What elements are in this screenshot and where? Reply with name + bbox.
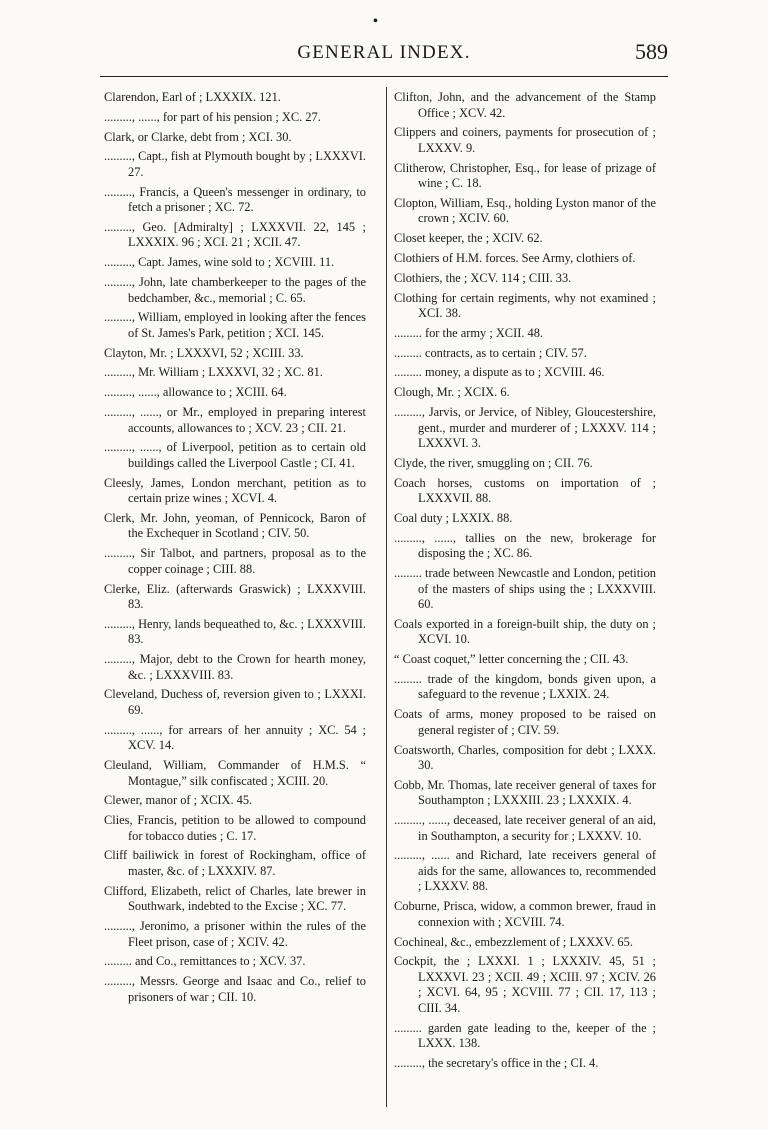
index-entry: Cobb, Mr. Thomas, late receiver general of taxes for Southampton ; LXXXIII. 23 ; LXXXIX. 4. (394, 777, 656, 808)
index-entry: Clough, Mr. ; XCIX. 6. (394, 385, 510, 400)
top-ornament-dot: • (373, 14, 378, 29)
index-entry: ........., Capt., fish at Plymouth bought by ; LXXXVI. 27. (104, 149, 366, 179)
index-entry: Cleesly, James, London merchant, petition as to certain prize wines ; XCVI. 4. (104, 475, 366, 506)
index-entry: ........., Sir Talbot, and partners, proposal as to the copper coinage ; CIII. 88. (104, 546, 366, 576)
index-entry: Clothing for certain regiments, why not examined ; XCI. 38. (394, 290, 656, 321)
page-number: 589 (635, 39, 668, 64)
index-entry: Coach horses, customs on importation of ; LXXXVII. 88. (394, 475, 656, 506)
index-entry: ........., Capt. James, wine sold to ; XCVIII. 11. (104, 255, 335, 270)
index-entry: Clothiers of H.M. forces. See Army, clothiers of. (394, 250, 636, 265)
page-title: GENERAL INDEX. (297, 42, 471, 63)
index-entry: Clerk, Mr. John, yeoman, of Pennicock, Baron of the Exchequer in Scotland ; CIV. 50. (104, 510, 366, 541)
index-entry: Coal duty ; LXXIX. 88. (394, 510, 513, 525)
index-entry: Clothiers, the ; XCV. 114 ; CIII. 33. (394, 270, 572, 285)
index-entry: ........., Francis, a Queen's messenger in ordinary, to fetch a prisoner ; XC. 72. (104, 184, 366, 215)
index-entry: Coats of arms, money proposed to be raised on general register of ; CIV. 59. (394, 707, 656, 737)
index-entry: Cockpit, the ; LXXXI. 1 ; LXXXIV. 45, 51 ; LXXXVI. 23 ; XCII. 49 ; XCIII. 97 ; XCIV. 26 ; XCVI. 64, 95 ; XCVIII. 77 ; CII. 17, 113 ; CIII. 34. (394, 954, 656, 1015)
index-entry: Clyde, the river, smuggling on ; CII. 76. (394, 455, 593, 470)
index-entry: Clifford, Elizabeth, relict of Charles, late brewer in Southwark, indebted to the Excise ; XC. 77. (104, 883, 366, 914)
index-entry: Cleveland, Duchess of, reversion given to ; LXXXI. 69. (104, 687, 366, 717)
index-entry: Clark, or Clarke, debt from ; XCI. 30. (104, 129, 292, 144)
left-column (104, 90, 366, 1009)
index-entry: Clerke, Eliz. (afterwards Graswick) ; LXXXVIII. 83. (104, 581, 366, 612)
index-entry: ........., Geo. [Admiralty] ; LXXXVII. 22, 145 ; LXXXIX. 96 ; XCI. 21 ; XCII. 47. (104, 219, 366, 250)
index-entry: ........., the secretary's office in the ; CI. 4. (394, 1055, 599, 1070)
index-entry: ........., ...... and Richard, late receivers general of aids for the same, allowances to, recommended ; LXXXV. 88. (394, 848, 656, 894)
index-entry: “ Coast coquet,” letter concerning the ; CII. 43. (394, 652, 629, 667)
index-entry: Coals exported in a foreign-built ship, the duty on ; XCVI. 10. (394, 616, 656, 647)
index-entry: ......... trade of the kingdom, bonds given upon, a safeguard to the revenue ; LXXIX. 24. (394, 671, 656, 702)
index-entry: Cleuland, William, Commander of H.M.S. “ Montague,” silk confiscated ; XCIII. 20. (104, 758, 366, 788)
column-divider (386, 87, 387, 1107)
index-entry: Clifton, John, and the advancement of the Stamp Office ; XCV. 42. (394, 90, 656, 120)
index-entry: ......... for the army ; XCII. 48. (394, 325, 544, 340)
index-entry: Clitherow, Christopher, Esq., for lease of prizage of wine ; C. 18. (394, 160, 656, 191)
index-entry: ........., Henry, lands bequeathed to, &c. ; LXXXVIII. 83. (104, 616, 366, 647)
index-entry: Cochineal, &c., embezzlement of ; LXXXV. 65. (394, 934, 633, 949)
index-entry: ........., Messrs. George and Isaac and Co., relief to prisoners of war ; CII. 10. (104, 974, 366, 1004)
index-entry: ........., ......, or Mr., employed in preparing interest accounts, allowances to ; XCV. 23 ; CII. 21. (104, 405, 366, 435)
index-entry: ......... and Co., remittances to ; XCV. 37. (104, 954, 306, 969)
index-entry: Coatsworth, Charles, composition for debt ; LXXX. 30. (394, 742, 656, 773)
index-entry: ........., William, employed in looking after the fences of St. James's Park, petition ; XCI. 145. (104, 310, 366, 340)
index-entry: ........., Mr. William ; LXXXVI, 32 ; XC. 81. (104, 365, 323, 380)
index-entry: ........., ......, for arrears of her annuity ; XC. 54 ; XCV. 14. (104, 722, 366, 753)
index-entry: ........., Jarvis, or Jervice, of Nibley, Gloucestershire, gent., murder and murderer of ; LXXXV. 114 ; LXXXVI. 3. (394, 405, 656, 451)
index-entry: Coburne, Prisca, widow, a common brewer, fraud in connexion with ; XCVIII. 74. (394, 899, 656, 929)
index-entry: Cliff bailiwick in forest of Rockingham, office of master, &c. of ; LXXXIV. 87. (104, 848, 366, 878)
index-entry: ......... contracts, as to certain ; CIV. 57. (394, 345, 587, 360)
index-entry: ........., Major, debt to the Crown for hearth money, &c. ; LXXXVIII. 83. (104, 652, 366, 682)
index-entry: ........., ......, for part of his pension ; XC. 27. (104, 109, 321, 124)
index-entry: ........., ......, allowance to ; XCIII. 64. (104, 385, 287, 400)
index-entry: ......... garden gate leading to the, keeper of the ; LXXX. 138. (394, 1020, 656, 1051)
index-entry: Clopton, William, Esq., holding Lyston manor of the crown ; XCIV. 60. (394, 195, 656, 226)
index-entry: ........., John, late chamberkeeper to the pages of the bedchamber, &c., memorial ; C. 65. (104, 275, 366, 305)
right-column (394, 90, 656, 1076)
index-entry: Clies, Francis, petition to be allowed to compound for tobacco duties ; C. 17. (104, 813, 366, 843)
index-entry: ........., ......, deceased, late receiver general of an aid, in Southampton, a security for ; LXXXV. 10. (394, 813, 656, 843)
index-entry: ........., ......, of Liverpool, petition as to certain old buildings called the Liverpool Castle ; CI. 41. (104, 440, 366, 470)
index-entry: ........., ......, tallies on the new, brokerage for disposing the ; XC. 86. (394, 530, 656, 561)
index-entry: Clewer, manor of ; XCIX. 45. (104, 793, 253, 808)
index-entry: Clarendon, Earl of ; LXXXIX. 121. (104, 90, 281, 104)
index-entry: Clayton, Mr. ; LXXXVI, 52 ; XCIII. 33. (104, 345, 304, 360)
index-entry: Closet keeper, the ; XCIV. 62. (394, 231, 543, 246)
index-entry: ........., Jeronimo, a prisoner within the rules of the Fleet prison, case of ; XCIV. 42. (104, 919, 366, 949)
index-entry: Clippers and coiners, payments for prosecution of ; LXXXV. 9. (394, 125, 656, 155)
page-header (100, 39, 668, 72)
index-entry: ......... money, a dispute as to ; XCVIII. 46. (394, 365, 605, 380)
header-rule (100, 76, 668, 77)
index-entry: ......... trade between Newcastle and London, petition of the masters of ships using the ; LXXXVIII. 60. (394, 566, 656, 612)
